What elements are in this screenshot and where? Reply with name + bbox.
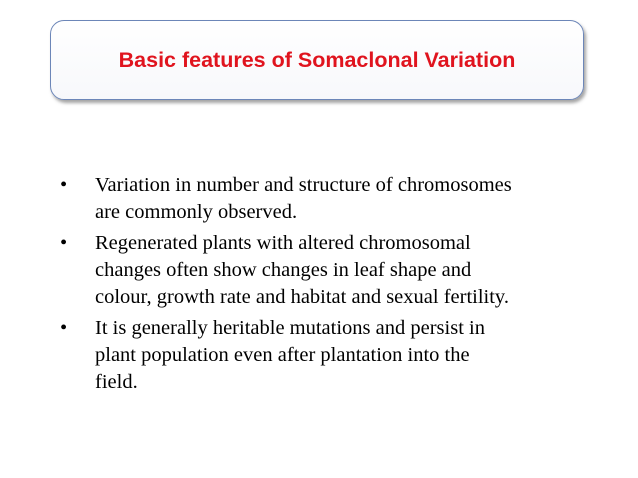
bullet-item — [60, 172, 620, 226]
bullet-text-line: Variation in number and structure of chromosomes — [95, 174, 512, 196]
bullet-text-line: plant population even after plantation into the — [95, 344, 470, 366]
slide-title: Basic features of Somaclonal Variation — [118, 47, 516, 72]
bullet-icon: • — [60, 317, 68, 339]
title-box — [50, 20, 584, 100]
bullet-text-line: It is generally heritable mutations and persist in — [95, 317, 485, 339]
bullet-icon: • — [60, 232, 68, 254]
bullet-list — [60, 172, 620, 400]
bullet-text-line: are commonly observed. — [95, 201, 298, 223]
bullet-text-line: field. — [95, 371, 138, 393]
bullet-text-line: Regenerated plants with altered chromosomal — [95, 232, 471, 254]
bullet-text-line: colour, growth rate and habitat and sexual fertility. — [95, 286, 509, 308]
bullet-item — [60, 230, 620, 311]
bullet-icon: • — [60, 174, 68, 196]
bullet-item — [60, 315, 620, 396]
bullet-text-line: changes often show changes in leaf shape and — [95, 259, 472, 281]
